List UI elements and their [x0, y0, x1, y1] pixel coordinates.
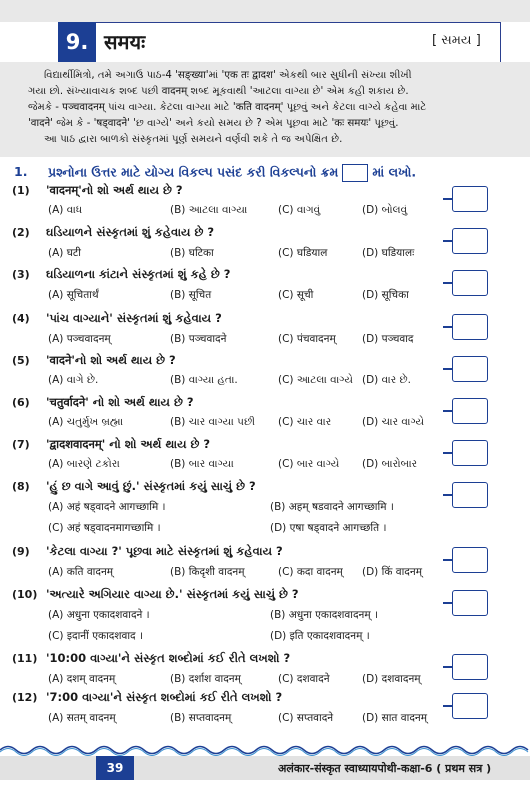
question-text: 'वादनम्'નો શો અર્થ થાય છે ? — [46, 183, 183, 197]
question-text: 'પાંચ વાગ્યાને' સંસ્કૃતમાં શું કહેવાય ? — [46, 311, 222, 325]
answer-box[interactable] — [452, 482, 488, 508]
option-d: (D) બોલવું — [362, 204, 408, 216]
answer-box[interactable] — [452, 440, 488, 466]
question-text: ઘડિયાળને સંસ્કૃતમાં શું કહેવાય છે ? — [46, 225, 215, 239]
question-text: 'અત્યારે અગિયાર વાગ્યા છે.' સંસ્કૃતમાં કયું સાચું છે ? — [46, 587, 299, 601]
intro-box — [0, 62, 530, 157]
intro-line: વિદ્યાર્થીમિત્રો, તમે અગાઉ પાઠ-4 'सङ्ख्या'માં 'एक तः द्वादश' એકથી બાર સુધીની સંખ્યા શીખી — [44, 70, 412, 81]
option-d: (D) पञ्चवाद — [362, 333, 414, 345]
option-d: (D) दशवादनम् — [362, 673, 421, 685]
option-c: (C) कदा वादनम् — [278, 566, 343, 578]
answer-box[interactable] — [452, 398, 488, 424]
option-b: (B) पञ्चवादने — [170, 333, 227, 345]
answer-box[interactable] — [452, 356, 488, 382]
option-a: (A) ચતુર્મુખ બ્રહ્મા — [48, 416, 124, 428]
option-c: (C) વાગવું — [278, 204, 321, 216]
question-text: 'હું છ વાગે આવું છું.' સંસ્કૃતમાં કયું સાચું છે ? — [46, 479, 256, 493]
answer-box[interactable] — [452, 547, 488, 573]
question-text: '10:00 વાગ્યા'ને સંસ્કૃત શબ્દોમાં કઈ રીતે લખશો ? — [46, 651, 291, 665]
option-b: (B) વાગ્યા હતા. — [170, 374, 238, 386]
question-number: (3) — [12, 268, 30, 281]
option-b: (B) ચાર વાગ્યા પછી — [170, 416, 256, 428]
option-d: (D) सात वादनम् — [362, 712, 427, 724]
footer-wave — [0, 743, 530, 757]
question-number: (6) — [12, 396, 30, 409]
answer-box[interactable] — [452, 186, 488, 212]
option-a: (A) दशम् वादनम् — [48, 673, 116, 685]
option-b: (B) सप्तवादनम् — [170, 712, 232, 724]
answer-box[interactable] — [452, 270, 488, 296]
option-a: (A) अहं षड्वादने आगच्छामि । — [48, 501, 166, 513]
question-number: (1) — [12, 184, 30, 197]
option-a: (A) વાગે છે. — [48, 374, 99, 386]
option-c: (C) બાર વાગ્યે — [278, 458, 340, 470]
intro-line: 'वादने' જેમ કે - 'षड्वादने' 'છ વાગ્યે' અને કયો સમય છે ? એમ પૂછવા માટે 'कः समयः' પૂછવું. — [28, 118, 399, 129]
intro-line: આ પાઠ દ્વારા બાળકો સંસ્કૃતમાં પૂર્ણ સમયને વર્ણવી શકે તે જ અપેક્ષિત છે. — [44, 134, 343, 145]
question-text: ઘડિયાળના કાંટાને સંસ્કૃતમાં શું કહે છે ? — [46, 267, 231, 281]
question-number: (8) — [12, 480, 30, 493]
option-c: (C) सप्तवादने — [278, 712, 334, 724]
option-d: (D) ચાર વાગ્યે — [362, 416, 425, 428]
question-text: '7:00 વાગ્યા'ને સંસ્કૃત શબ્દોમાં કઈ રીતે લખશો ? — [46, 690, 283, 704]
option-c: (C) इदानीं एकादशवाद । — [48, 630, 143, 642]
option-c: (C) सूची — [278, 289, 314, 301]
option-b: (B) किदृशी वादनम् — [170, 566, 245, 578]
option-a: (A) सतम् वादनम् — [48, 712, 116, 724]
option-b: (B) अहम् षडवादने आगच्छामि । — [270, 501, 394, 513]
answer-box[interactable] — [452, 590, 488, 616]
option-b: (B) दर्शाश वादनम् — [170, 673, 241, 685]
question-number: (7) — [12, 438, 30, 451]
option-a: (A) सूचितार्थं — [48, 289, 99, 301]
option-d: (D) બારોબાર — [362, 458, 418, 470]
option-b: (B) બાર વાગ્યા — [170, 458, 234, 470]
chapter-title: समयः — [104, 30, 146, 54]
question-number: (2) — [12, 226, 30, 239]
question-number: (5) — [12, 354, 30, 367]
option-a: (A) अधुना एकादशवादने । — [48, 609, 150, 621]
option-a: (A) વાધ — [48, 204, 83, 216]
option-c: (C) दशवादने — [278, 673, 330, 685]
option-a: (A) पञ्चवादनम् — [48, 333, 111, 345]
answer-box[interactable] — [452, 228, 488, 254]
option-a: (A) घटी — [48, 247, 81, 259]
option-d: (D) सूचिका — [362, 289, 409, 301]
answer-box[interactable] — [452, 654, 488, 680]
intro-line: જેમકે - पञ्चवादनम् પાંચ વાગ્યા. કેટલા વાગ્યા માટે 'कति वादनम्' પૂછવું અને કેટલા વાગ્યે કહેવા માટે — [28, 102, 427, 113]
option-c: (C) अहं षड्वादनमागच्छामि । — [48, 522, 161, 534]
question-number: (9) — [12, 545, 30, 558]
section-number: 1. — [14, 164, 28, 179]
question-text: 'चतुर्वादने' નો શો અર્થ થાય છે ? — [46, 395, 194, 409]
option-c: (C) पंचवादनम् — [278, 333, 336, 345]
option-a: (A) कति वादनम् — [48, 566, 114, 578]
option-d: (D) घडियालः — [362, 247, 415, 259]
option-b: (B) આટલા વાગ્યા — [170, 204, 248, 216]
option-c: (C) આટલા વાગ્યે — [278, 374, 353, 386]
option-d: (D) किं वादनम् — [362, 566, 422, 578]
question-number: (4) — [12, 312, 30, 325]
question-number: (12) — [12, 691, 38, 704]
option-b: (B) सूचित — [170, 289, 212, 301]
page-number: 39 — [96, 756, 134, 780]
question-number: (10) — [12, 588, 38, 601]
intro-line: ગયા છો. સંખ્યાવાચક શબ્દ પછી वादनम् શબ્દ મૂકવાથી 'આટલા વાગ્યા છે' એમ કહી શકાય છે. — [28, 86, 409, 97]
section-text — [48, 164, 416, 182]
question-text: 'द्वादशवादनम्' નો શો અર્થ થાય છે ? — [46, 437, 211, 451]
answer-box[interactable] — [452, 693, 488, 719]
top-band — [0, 0, 530, 22]
chapter-tag: [ સમય ] — [432, 33, 481, 48]
option-d: (D) इति एकादशवादनम् । — [270, 630, 370, 642]
section-text-after: માં લખો. — [372, 164, 417, 180]
footer-title: अलंकार-संस्कृत स्वाध्यायपोथी-कक्षा-6 ( प्रथम सत्र ) — [278, 762, 492, 775]
chapter-number: 9. — [58, 22, 96, 63]
option-b: (B) अधुना एकादशवादनम् । — [270, 609, 378, 621]
option-c: (C) घडियाल — [278, 247, 328, 259]
section-text-before: પ્રશ્નોના ઉત્તર માટે યોગ્ય વિકલ્પ પસંદ કરી વિકલ્પનો ક્રમ — [48, 164, 339, 180]
option-b: (B) घटिका — [170, 247, 214, 259]
blank-box — [342, 164, 368, 182]
question-text: 'वादने'નો શો અર્થ થાય છે ? — [46, 353, 176, 367]
option-a: (A) બારણે ટકોરા — [48, 458, 120, 470]
option-c: (C) ચાર વાર — [278, 416, 332, 428]
answer-box[interactable] — [452, 314, 488, 340]
question-number: (11) — [12, 652, 38, 665]
question-text: 'કેટલા વાગ્યા ?' પૂછવા માટે સંસ્કૃતમાં શું કહેવાય ? — [46, 544, 283, 558]
option-d: (D) एषा षड्वादने आगच्छति । — [270, 522, 387, 534]
option-d: (D) વાર છે. — [362, 374, 411, 386]
